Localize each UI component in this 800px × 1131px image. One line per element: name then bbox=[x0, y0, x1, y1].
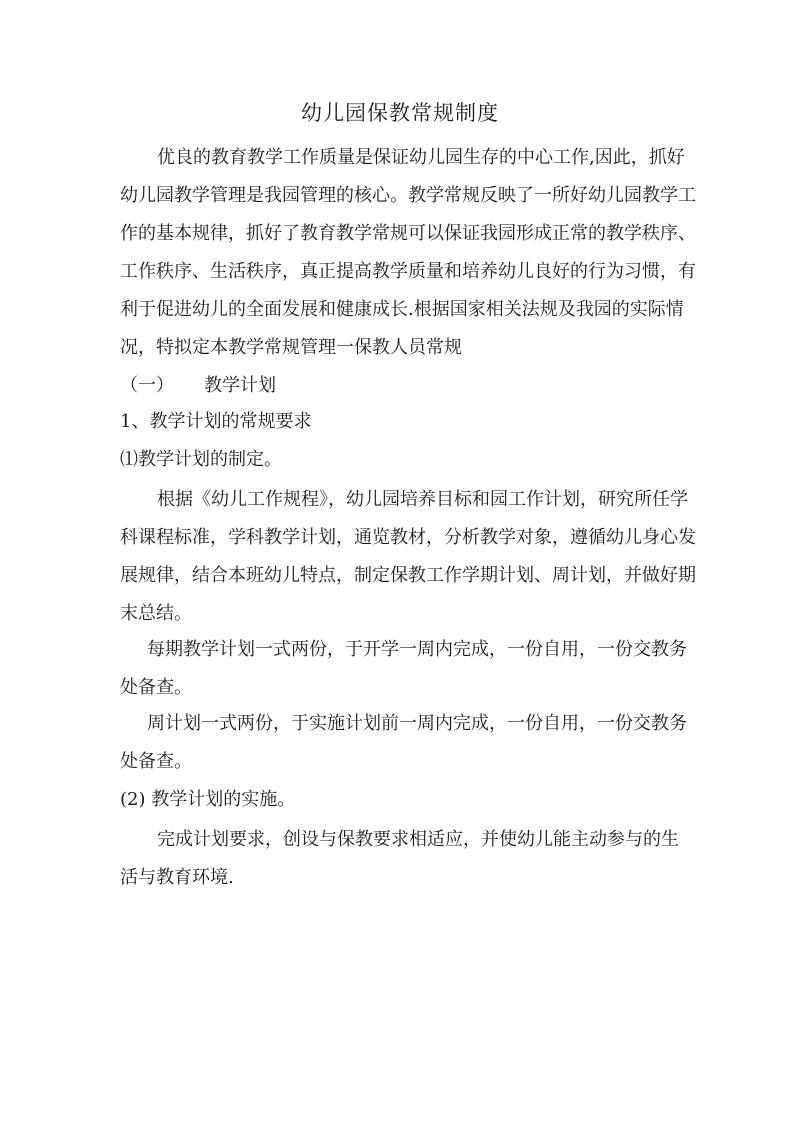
intro-line: 利于促进幼儿的全面发展和健康成长.根据国家相关法规及我园的实际情 bbox=[120, 299, 684, 320]
intro-line: 况，特拟定本教学常规管理一保教人员常规 bbox=[120, 337, 462, 358]
intro-line: 工作秩序、生活秩序，真正提高教学质量和培养幼儿良好的行为习惯，有 bbox=[120, 261, 696, 282]
section-heading bbox=[120, 373, 276, 399]
intro-line: 幼儿园教学管理是我园管理的核心。教学常规反映了一所好幼儿园教学工 bbox=[120, 185, 696, 206]
paragraph-line: 处备查。 bbox=[120, 677, 192, 698]
intro-line: 作的基本规律，抓好了教育教学常规可以保证我园形成正常的教学秩序、 bbox=[120, 223, 696, 244]
paragraph-line: 末总结。 bbox=[120, 603, 192, 624]
section-number: （一） bbox=[120, 375, 174, 396]
intro-line: 优良的教育教学工作质量是保证幼儿园生存的中心工作,因此，抓好 bbox=[157, 147, 685, 168]
paragraph-line: 根据《幼儿工作规程》，幼儿园培养目标和园工作计划，研究所任学 bbox=[157, 489, 688, 510]
item-heading: (2) 教学计划的实施。 bbox=[120, 789, 296, 810]
document-title: 幼儿园保教常规制度 bbox=[301, 101, 499, 125]
paragraph-line: 处备查。 bbox=[120, 751, 192, 772]
paragraph-line: 完成计划要求，创设与保教要求相适应，并使幼儿能主动参与的生 bbox=[157, 829, 679, 850]
section-title: 教学计划 bbox=[204, 375, 276, 396]
item-heading: ⑴教学计划的制定。 bbox=[120, 449, 282, 470]
subsection-heading: 1、教学计划的常规要求 bbox=[120, 411, 312, 432]
paragraph-line: 展规律，结合本班幼儿特点，制定保教工作学期计划、周计划，并做好期 bbox=[120, 565, 696, 586]
paragraph-line: 周计划一式两份，于实施计划前一周内完成，一份自用，一份交教务 bbox=[147, 713, 687, 734]
paragraph-line: 科课程标准，学科教学计划，通览教材，分析教学对象，遵循幼儿身心发 bbox=[120, 527, 696, 548]
paragraph-line: 每期教学计划一式两份，于开学一周内完成，一份自用，一份交教务 bbox=[147, 639, 687, 660]
paragraph-line: 活与教育环境. bbox=[120, 867, 234, 888]
